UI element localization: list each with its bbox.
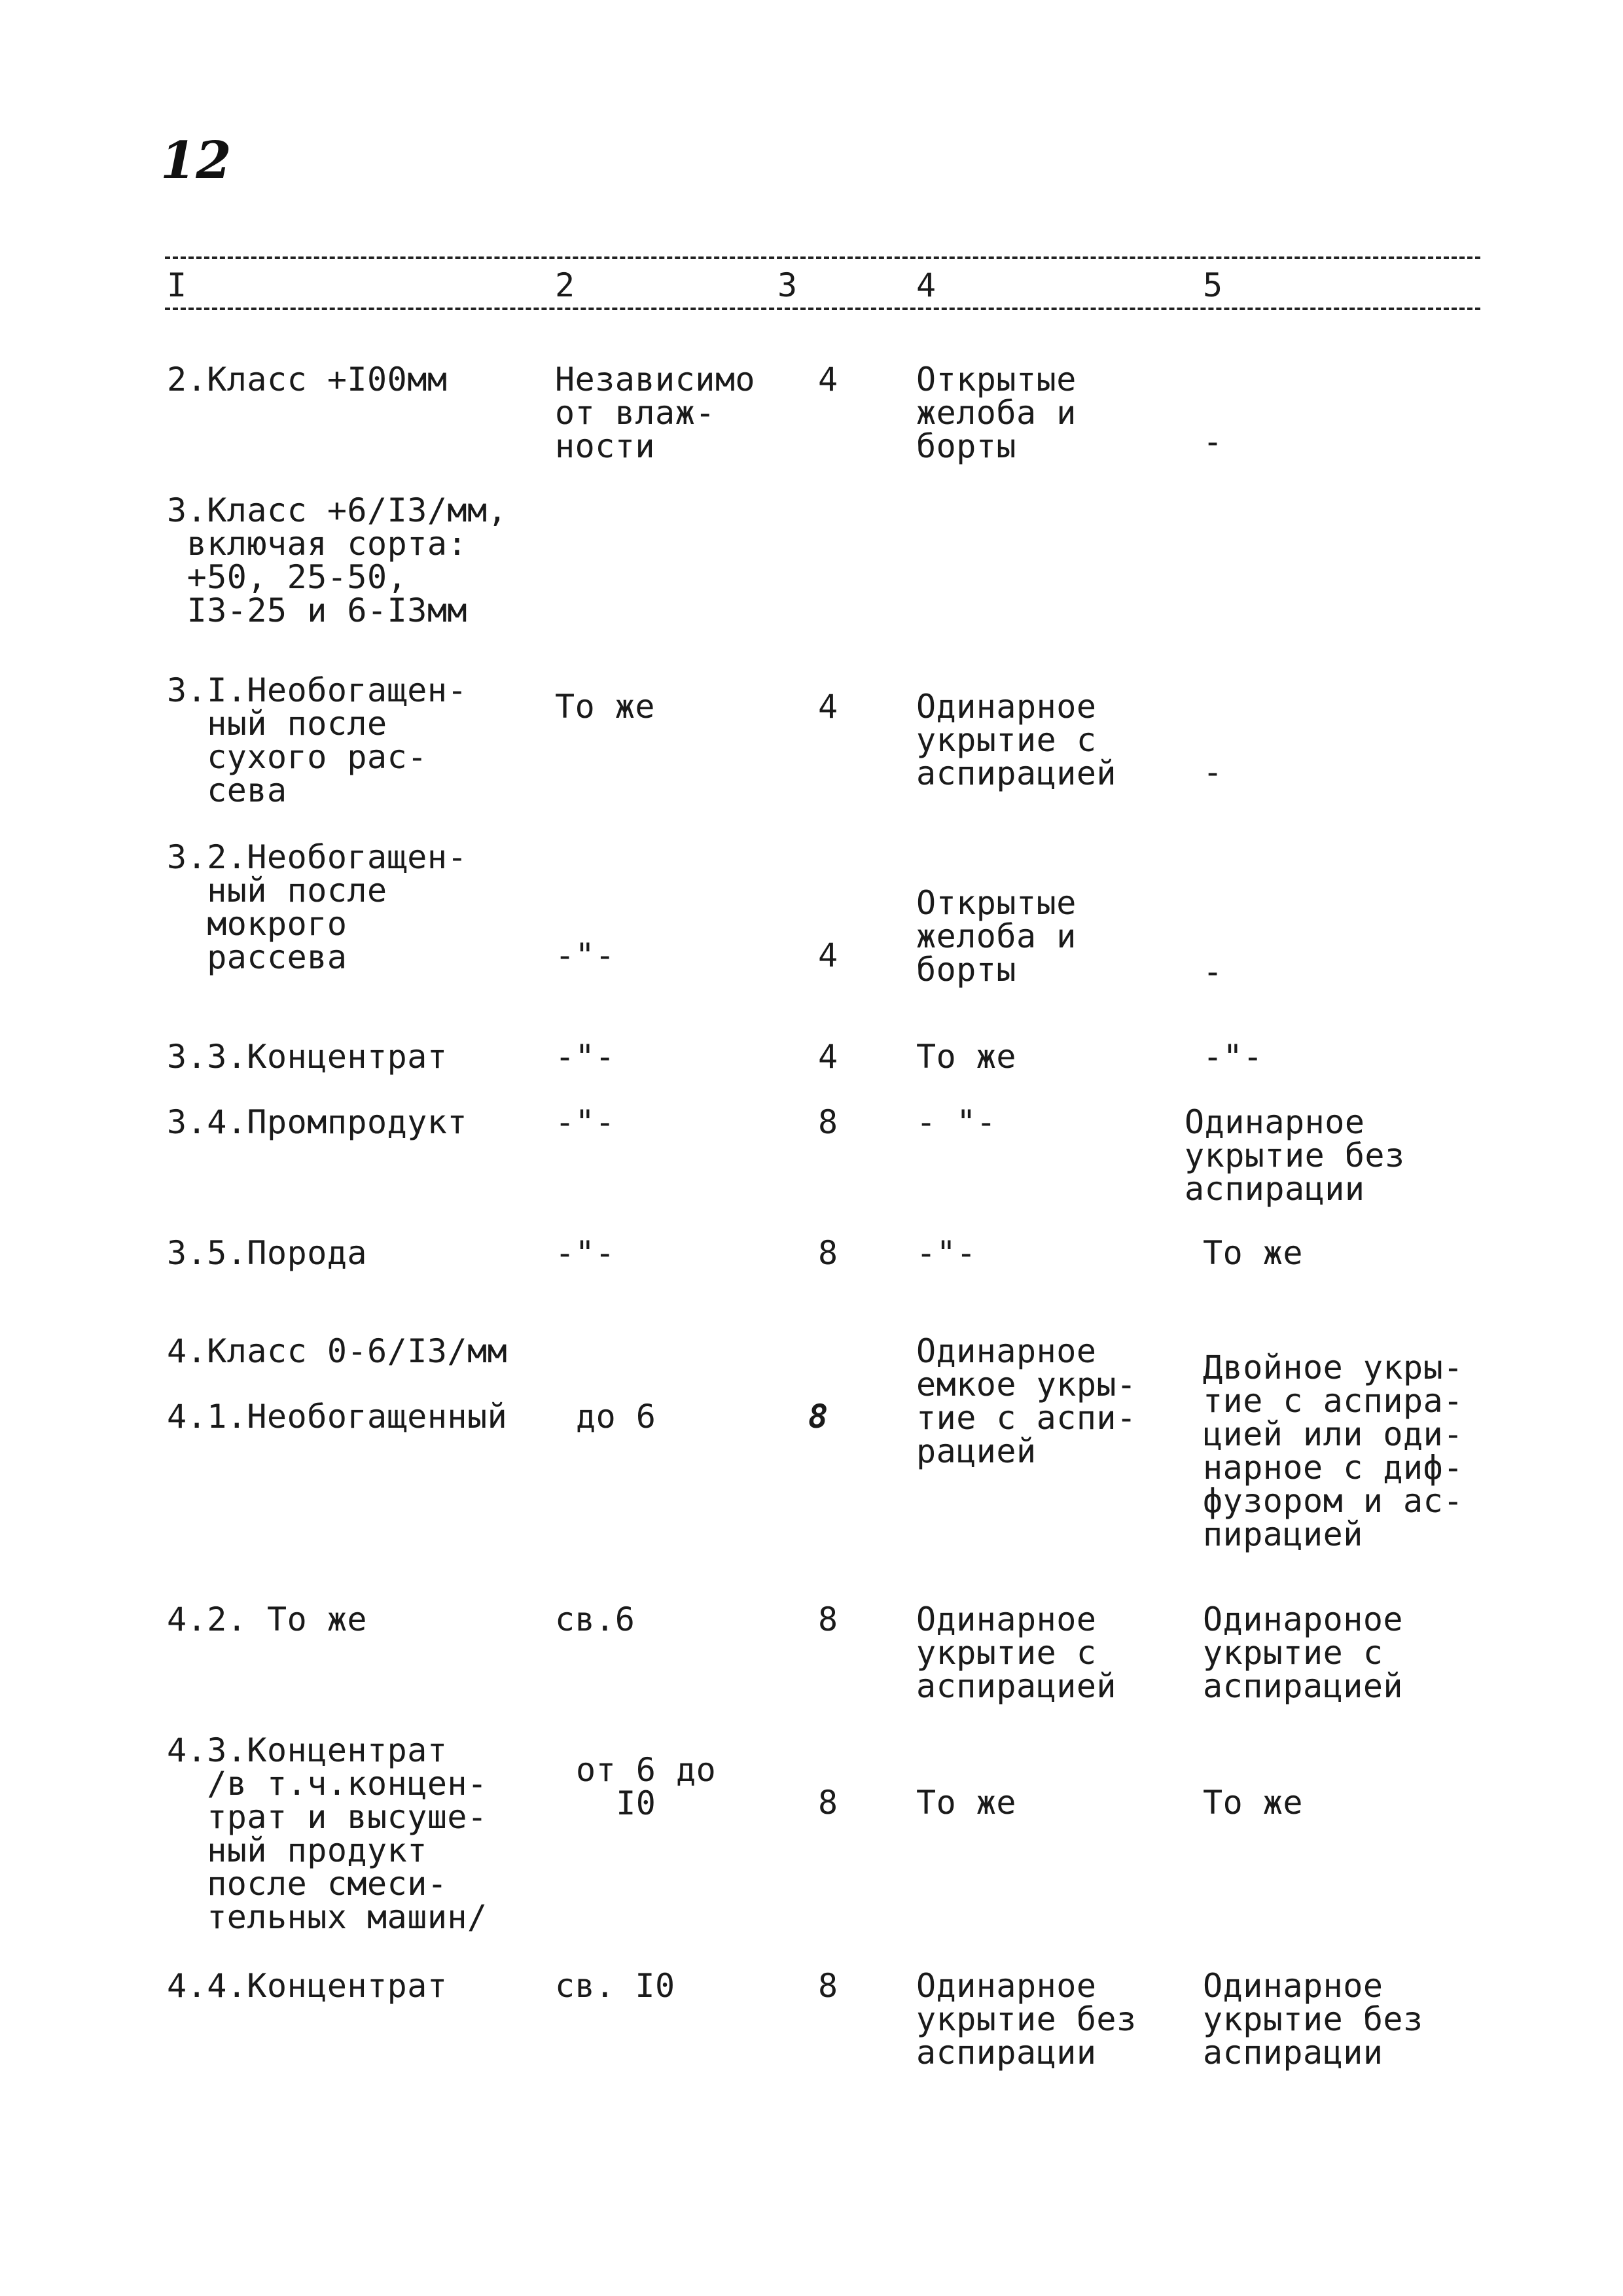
row-3-5-col-3: 8 <box>818 1234 838 1272</box>
column-header-2: 2 <box>555 266 575 304</box>
row-2-col-5: - <box>1203 423 1223 461</box>
row-3-1-col-2: То же <box>555 688 656 726</box>
row-3-col-1: 3.Класс +6/I3/мм, включая сорта: +50, 25-50, I3-25 и 6-I3мм <box>167 491 508 629</box>
row-4-1-col-3: 8 <box>808 1398 829 1436</box>
row-3-5-col-2: -"- <box>555 1234 615 1272</box>
row-4-2-col-1: 4.2. То же <box>167 1600 368 1638</box>
row-4-3-col-4: То же <box>916 1784 1017 1822</box>
row-4-1-col-1: 4.1.Необогащенный <box>167 1398 508 1436</box>
column-header-3: 3 <box>777 266 798 304</box>
row-4-4-col-4: Одинарное укрытие без аспирации <box>916 1967 1137 2072</box>
row-4-3-col-1: 4.3.Концентрат /в т.ч.концен- трат и высуше- ный продукт после смеси- тельных машин/ <box>167 1731 488 1936</box>
row-3-4-col-1: 3.4.Промпродукт <box>167 1103 468 1141</box>
row-3-4-col-5: Одинарное укрытие без аспирации <box>1185 1103 1405 1208</box>
row-3-4-col-3: 8 <box>818 1103 838 1141</box>
row-3-3-col-4: То же <box>916 1038 1017 1076</box>
row-2-col-2: Независимо от влаж- ности <box>555 361 756 465</box>
row-4-2-col-2: св.6 <box>555 1600 635 1638</box>
column-header-4: 4 <box>916 266 936 304</box>
row-4-3-col-3: 8 <box>818 1784 838 1822</box>
row-3-2-col-4: Открытые желоба и борты <box>916 884 1077 989</box>
row-4-1-col-2: до 6 <box>576 1398 656 1436</box>
row-4-2-col-4: Одинарное укрытие с аспирацией <box>916 1600 1117 1705</box>
row-3-5-col-4: -"- <box>916 1234 976 1272</box>
table-header-rule <box>165 308 1480 310</box>
row-3-1-col-1: 3.I.Необогащен- ный после сухого рас- сева <box>167 671 468 809</box>
row-3-3-col-2: -"- <box>555 1038 615 1076</box>
row-3-4-col-2: -"- <box>555 1103 615 1141</box>
row-3-2-col-2: -"- <box>555 936 615 974</box>
column-header-5: 5 <box>1203 266 1223 304</box>
row-4-1-col-4: Одинарное емкое укры- тие с аспи- рацией <box>916 1332 1137 1470</box>
row-2-col-4: Открытые желоба и борты <box>916 361 1077 465</box>
row-3-1-col-3: 4 <box>818 688 838 726</box>
row-4-4-col-3: 8 <box>818 1967 838 2005</box>
table-top-rule <box>165 256 1480 259</box>
row-3-3-col-3: 4 <box>818 1038 838 1076</box>
row-4-4-col-2: св. I0 <box>555 1967 675 2005</box>
row-3-3-col-1: 3.3.Концентрат <box>167 1038 448 1076</box>
row-3-5-col-5: То же <box>1203 1234 1304 1272</box>
column-header-1: I <box>167 266 187 304</box>
row-3-2-col-1: 3.2.Необогащен- ный после мокрого рассева <box>167 838 468 976</box>
row-3-2-col-5: - <box>1203 953 1223 991</box>
row-3-4-col-4: - "- <box>916 1103 997 1141</box>
row-3-5-col-1: 3.5.Порода <box>167 1234 368 1272</box>
row-4-3-col-5: То же <box>1203 1784 1304 1822</box>
row-4-col-1: 4.Класс 0-6/I3/мм <box>167 1332 508 1370</box>
row-3-1-col-5: - <box>1203 753 1223 791</box>
row-4-1-col-5: Двойное укры- тие с аспира- цией или оди- нарное с диф- фузором и ас- пирацией <box>1203 1349 1463 1553</box>
row-4-4-col-5: Одинарное укрытие без аспирации <box>1203 1967 1423 2072</box>
row-4-2-col-3: 8 <box>818 1600 838 1638</box>
row-4-4-col-1: 4.4.Концентрат <box>167 1967 448 2005</box>
row-2-col-3: 4 <box>818 361 838 398</box>
row-3-2-col-3: 4 <box>818 936 838 974</box>
row-3-1-col-4: Одинарное укрытие с аспирацией <box>916 688 1117 792</box>
row-4-2-col-5: Одинароное укрытие с аспирацией <box>1203 1600 1404 1705</box>
row-4-3-col-2: от 6 до I0 <box>576 1751 717 1822</box>
page-number: 12 <box>160 131 232 190</box>
row-2-col-1: 2.Класс +I00мм <box>167 361 448 398</box>
row-3-3-col-5: -"- <box>1203 1038 1263 1076</box>
